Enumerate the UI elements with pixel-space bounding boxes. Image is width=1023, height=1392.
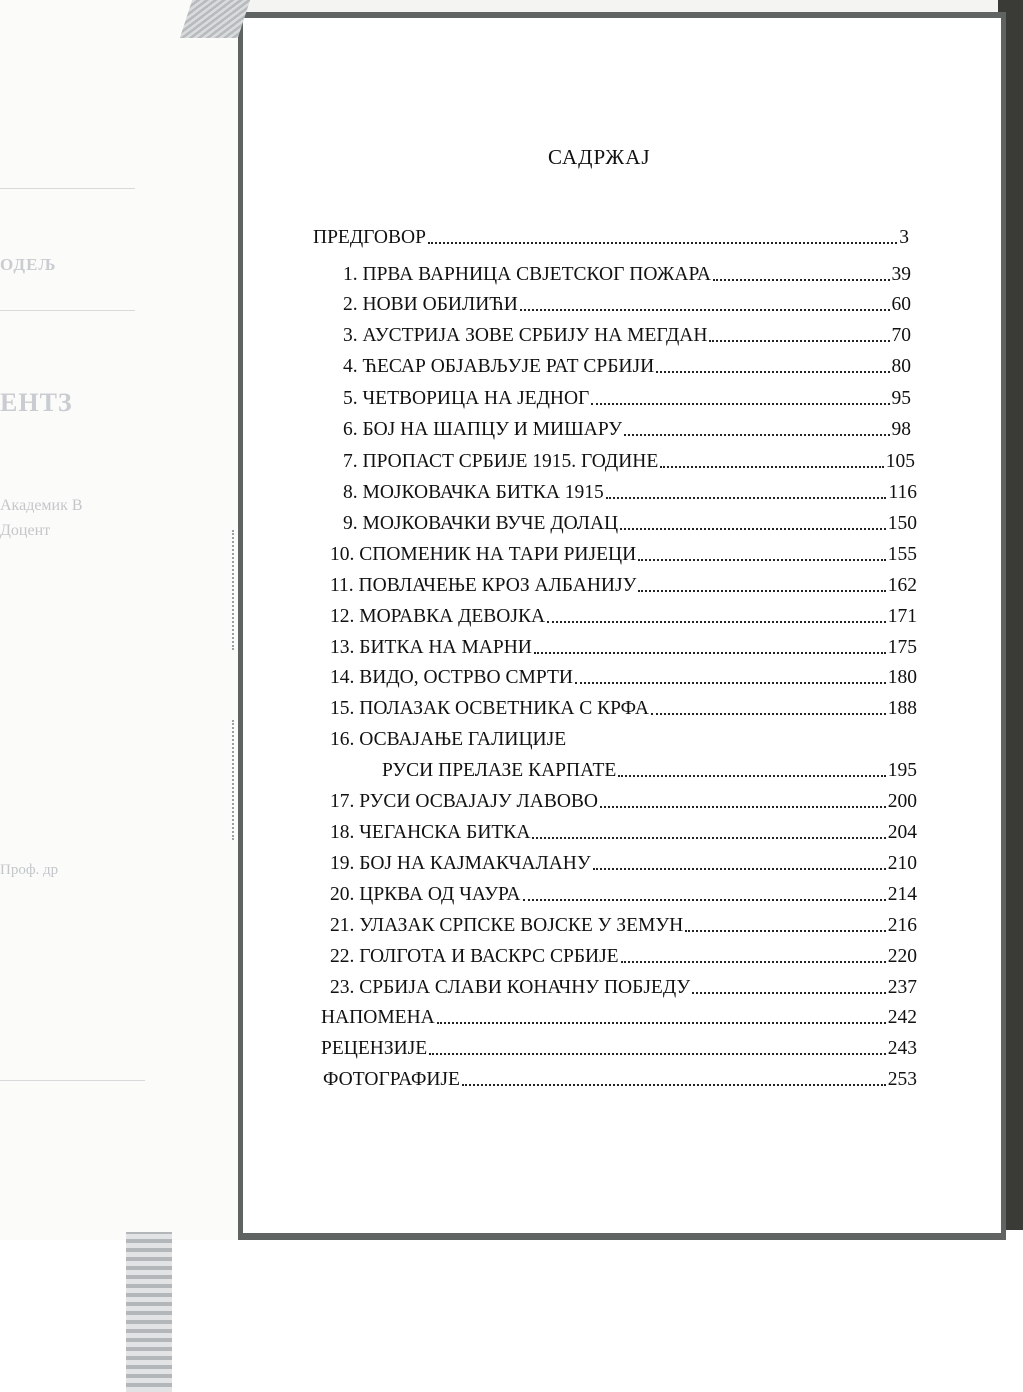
toc-entry-page: 150 <box>887 513 917 534</box>
toc-entry-title: ПРЕДГОВОР <box>313 227 426 248</box>
toc-dot-leader <box>437 1022 886 1024</box>
toc-entry-title: РЕЦЕНЗИЈЕ <box>321 1038 428 1059</box>
toc-dot-leader <box>591 403 889 405</box>
toc-entry <box>330 604 917 630</box>
toc-dot-leader <box>429 1053 886 1055</box>
toc-dot-leader <box>638 559 886 561</box>
toc-entry-page: 242 <box>887 1007 917 1028</box>
toc-entry-page: 171 <box>887 606 917 627</box>
toc-entry <box>330 944 917 970</box>
toc-entry-page: 200 <box>887 791 917 812</box>
toc-entry-title: 1. ПРВА ВАРНИЦА СВЈЕТСКОГ ПОЖАРА <box>343 264 711 285</box>
toc-dot-leader <box>606 497 887 499</box>
toc-entry <box>330 975 917 1001</box>
toc-entry-page: 253 <box>887 1069 917 1090</box>
toc-dot-leader <box>593 868 886 870</box>
toc-entry-page: 216 <box>887 915 917 936</box>
toc-dot-leader <box>600 806 886 808</box>
toc-entry-title: 17. РУСИ ОСВАЈАЈУ ЛАВОВО <box>330 791 598 812</box>
left-page-bleed-text: ЕНТЗ <box>0 388 73 417</box>
toc-entry-page: 220 <box>887 946 917 967</box>
toc-entry <box>343 480 917 506</box>
toc-entry-title: РУСИ ПРЕЛАЗЕ КАРПАТЕ <box>382 760 617 781</box>
toc-entry-page: 195 <box>887 760 917 781</box>
toc-entry-title: 7. ПРОПАСТ СРБИЈЕ 1915. ГОДИНЕ <box>343 451 659 472</box>
toc-entry <box>343 449 915 475</box>
toc-dot-leader <box>462 1084 886 1086</box>
toc-entry <box>343 417 911 443</box>
toc-entry-page: 60 <box>891 294 911 315</box>
toc-entry-title: 20. ЦРКВА ОД ЧАУРА <box>330 884 521 905</box>
toc-dot-leader <box>638 590 885 592</box>
toc-entry <box>330 820 917 846</box>
toc-dot-leader <box>692 992 886 994</box>
toc-entry-title: 23. СРБИЈА СЛАВИ КОНАЧНУ ПОБЈЕДУ <box>330 977 691 998</box>
toc-entry-title: 2. НОВИ ОБИЛИЋИ <box>343 294 518 315</box>
left-page-bleed-text: Академик В <box>0 497 83 514</box>
toc-entry <box>343 292 911 318</box>
toc-entry-page: 162 <box>887 575 917 596</box>
toc-entry-title: 22. ГОЛГОТА И ВАСКРС СРБИЈЕ <box>330 946 619 967</box>
toc-dot-leader <box>428 242 897 244</box>
toc-entry <box>330 789 917 815</box>
toc-dot-leader <box>547 621 886 623</box>
toc-dot-leader <box>523 899 886 901</box>
toc-entry-title: 15. ПОЛАЗАК ОСВЕТНИКА С КРФА <box>330 698 649 719</box>
toc-entry-page: 116 <box>888 482 917 503</box>
toc-entry-title: 14. ВИДО, ОСТРВО СМРТИ <box>330 667 573 688</box>
toc-entry-page: 180 <box>887 667 917 688</box>
toc-dot-leader <box>651 713 886 715</box>
toc-entry-page: 210 <box>887 853 917 874</box>
toc-entry-page: 98 <box>891 419 911 440</box>
toc-dot-leader <box>534 652 886 654</box>
toc-entry-title: 12. МОРАВКА ДЕВОЈКА <box>330 606 546 627</box>
toc-dot-leader <box>709 340 889 342</box>
toc-entry-title: 3. АУСТРИЈА ЗОВЕ СРБИЈУ НА МЕГДАН <box>343 325 708 346</box>
toc-entry <box>343 511 917 537</box>
toc-entry-title: 21. УЛАЗАК СРПСКЕ ВОЈСКЕ У ЗЕМУН <box>330 915 684 936</box>
toc-entry <box>343 262 911 288</box>
toc-dot-leader <box>660 466 883 468</box>
toc-entry <box>382 758 917 784</box>
toc-entry <box>343 386 911 412</box>
toc-entry-title: ФОТОГРАФИЈЕ <box>323 1069 460 1090</box>
toc-entry <box>330 542 917 568</box>
toc-entry-title: 16. ОСВАЈАЊЕ ГАЛИЦИЈЕ <box>330 729 567 750</box>
toc-entry <box>330 882 917 908</box>
toc-entry <box>330 696 917 722</box>
toc-entry-page: 70 <box>891 325 911 346</box>
toc-entry-page: 237 <box>887 977 917 998</box>
toc-dot-leader <box>621 961 886 963</box>
toc-dot-leader <box>624 434 889 436</box>
toc-entry <box>330 573 917 599</box>
toc-dot-leader <box>656 371 889 373</box>
toc-dot-leader <box>713 279 890 281</box>
toc-dot-leader <box>618 775 885 777</box>
toc-dot-leader <box>520 309 890 311</box>
toc-entry <box>323 1067 917 1093</box>
toc-entry-title: 5. ЧЕТВОРИЦА НА ЈЕДНОГ <box>343 388 590 409</box>
toc-entry-title: 9. МОЈКОВАЧКИ ВУЧЕ ДОЛАЦ <box>343 513 619 534</box>
toc-dot-leader <box>575 682 886 684</box>
toc-entry-title: 11. ПОВЛАЧЕЊЕ КРОЗ АЛБАНИЈУ <box>330 575 637 596</box>
toc-entry-title: 6. БОЈ НА ШАПЦУ И МИШАРУ <box>343 419 623 440</box>
toc-entry-page: 39 <box>891 264 911 285</box>
toc-entry <box>330 635 917 661</box>
toc-entry <box>343 354 911 380</box>
toc-entry <box>321 1036 917 1062</box>
toc-entry-title: 19. БОЈ НА КАЈМАКЧАЛАНУ <box>330 853 591 874</box>
toc-entry-title: НАПОМЕНА <box>321 1007 435 1028</box>
toc-entry <box>330 727 917 753</box>
toc-entry <box>330 851 917 877</box>
toc-entry <box>343 323 911 349</box>
toc-entry <box>321 1005 917 1031</box>
toc-dot-leader <box>620 528 886 530</box>
left-page-bleed-text: Проф. др <box>0 862 59 878</box>
toc-entry <box>313 225 909 251</box>
toc-entry-title: 4. ЋЕСАР ОБЈАВЉУЈЕ РАТ СРБИЈИ <box>343 356 655 377</box>
left-page-bleed-text: Доцент <box>0 522 51 539</box>
toc-entry-page: 188 <box>887 698 917 719</box>
toc-entry-title: 18. ЧЕГАНСКА БИТКА <box>330 822 531 843</box>
toc-entry-page: 155 <box>887 544 917 565</box>
toc-entry-page: 95 <box>891 388 911 409</box>
toc-entry-page: 214 <box>887 884 917 905</box>
left-page-bleed-text: ОДЕЉ <box>0 255 57 274</box>
toc-entry-page: 204 <box>887 822 917 843</box>
toc-entry-title: 8. МОЈКОВАЧКА БИТКА 1915 <box>343 482 604 503</box>
toc-entry-page: 80 <box>891 356 911 377</box>
toc-entry-page: 243 <box>887 1038 917 1059</box>
toc-dot-leader <box>685 930 886 932</box>
toc-dot-leader <box>532 837 885 839</box>
toc-entry-page: 3 <box>899 227 909 248</box>
toc-entry <box>330 665 917 691</box>
toc-entry-page: 175 <box>887 637 917 658</box>
toc-entry <box>330 913 917 939</box>
toc-entry-title: 13. БИТКА НА МАРНИ <box>330 637 532 658</box>
toc-entry-page: 105 <box>885 451 915 472</box>
toc-title: САДРЖАЈ <box>548 145 651 169</box>
toc-entry-title: 10. СПОМЕНИК НА ТАРИ РИЈЕЦИ <box>330 544 637 565</box>
